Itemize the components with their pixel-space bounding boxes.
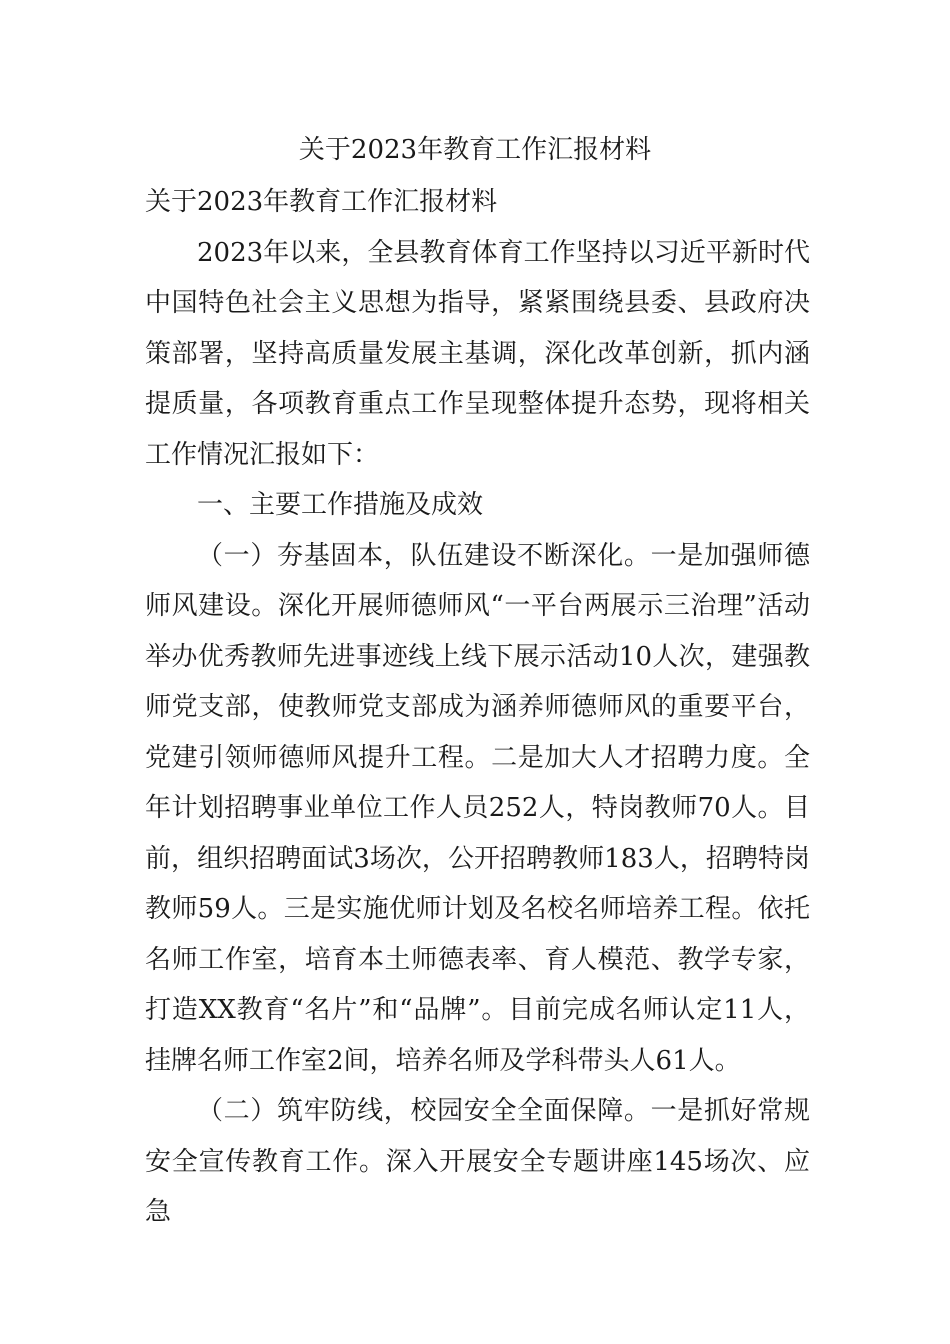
intro-paragraph: 2023年以来，全县教育体育工作坚持以习近平新时代中国特色社会主义思想为指导，紧紧围绕县委、县政府决策部署，坚持高质量发展主基调，深化改革创新，抓内涵提质量，各项教育重点工作呈现整体提升态势，现将相关工作情况汇报如下： <box>145 237 810 470</box>
section-heading: 一、主要工作措施及成效 <box>197 490 484 520</box>
document-body <box>145 177 810 1238</box>
paragraph-teacher-team: （一）夯基固本，队伍建设不断深化。一是加强师德师风建设。深化开展师德师风“一平台两展示三治理”活动举办优秀教师先进事迹线上线下展示活动10人次，建强教师党支部，使教师党支部成为涵养师德师风的重要平台，党建引领师德师风提升工程。二是加大人才招聘力度。全年计划招聘事业单位工作人员252人，特岗教师70人。目前，组织招聘面试3场次，公开招聘教师183人，招聘特岗教师59人。三是实施优师计划及名校名师培养工程。依托名师工作室，培育本土师德表率、育人模范、教学专家，打造XX教育“名片”和“品牌”。目前完成名师认定11人，挂牌名师工作室2间，培养名师及学科带头人61人。 <box>145 540 810 1076</box>
document-title: 关于2023年教育工作汇报材料 <box>298 135 652 165</box>
paragraph-campus-safety: （二）筑牢防线，校园安全全面保障。一是抓好常规安全宣传教育工作。深入开展安全专题讲座145场次、应急 <box>145 1096 810 1227</box>
document-subtitle: 关于2023年教育工作汇报材料 <box>145 187 498 217</box>
